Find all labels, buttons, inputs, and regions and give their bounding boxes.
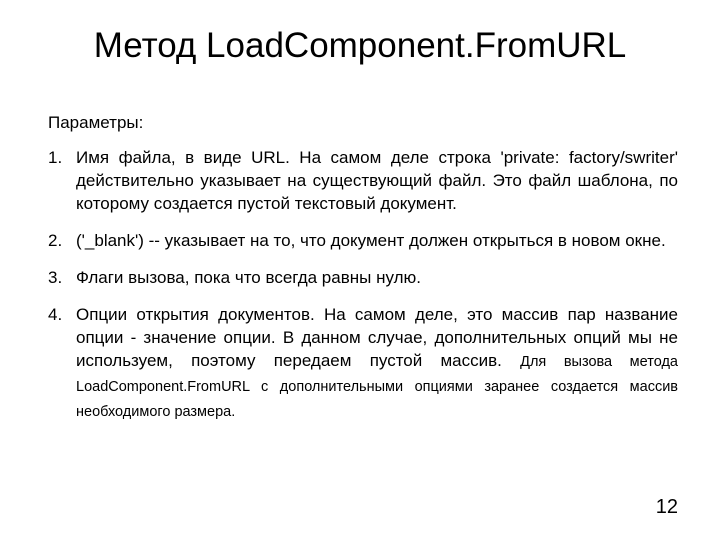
list-item-text: Флаги вызова, пока что всегда равны нулю. [76,268,421,287]
list-item [48,146,678,215]
list-item-text [76,303,678,424]
page-number: 12 [655,496,678,518]
slide-title: Метод LoadComponent.FromURL [93,26,627,65]
list-item-text: ('_blank') -- указывает на то, что документ должен открыться в новом окне. [76,231,666,250]
list-item-number: 3. [48,268,63,287]
list-item-number: 2. [48,231,63,250]
list-item-text: Имя файла, в виде URL. На самом деле строка 'private: factory/swriter' действительно указывает на существующий файл. Это файл шаблона, по которому создается пустой текстовый документ. [76,148,678,213]
list-item [48,266,678,289]
list-item-text-small: Для вызова метода LoadComponent.FromURL с дополнительными опциями заранее создается массив необходимого размера. [76,354,678,420]
list-item-number: 1. [48,148,63,167]
list-item [48,229,678,252]
list-item-text-main: Опции открытия документов. На самом деле, это массив пар название опции - значение опции. В данном случае, дополнительных опций мы не используем, поэтому передаем пустой массив. [76,305,678,370]
section-label: Параметры: [48,113,144,132]
list-item [48,303,678,424]
list-item-number: 4. [48,305,63,324]
parameter-list [48,146,678,424]
